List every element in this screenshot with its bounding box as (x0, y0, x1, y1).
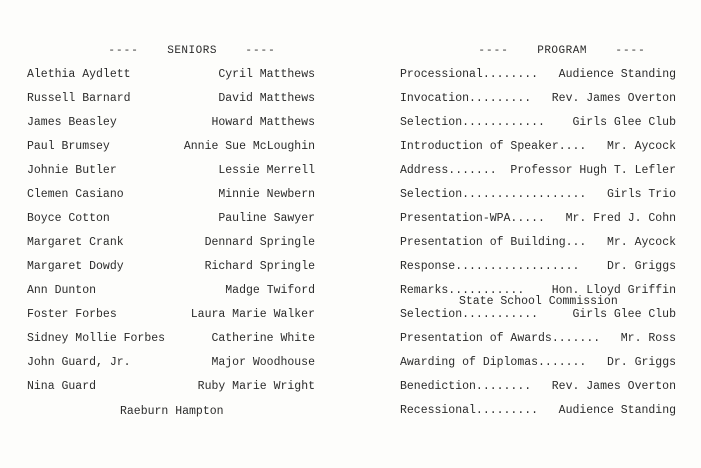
program-item (400, 332, 676, 356)
program-item-title: Selection............ (400, 116, 545, 129)
program-item-title: Remarks........... (400, 284, 525, 297)
program-item-title: Awarding of Diplomas....... (400, 356, 587, 369)
program-item-person: Rev. James Overton (551, 380, 676, 393)
seniors-list-right (160, 68, 315, 404)
program-item-person: Hon. Lloyd Griffin (551, 284, 676, 297)
senior-name: Foster Forbes (27, 308, 117, 321)
program-item (400, 212, 676, 236)
seniors-list-left (27, 68, 165, 404)
program-heading (450, 33, 646, 69)
program-item-title: Recessional......... (400, 404, 539, 417)
senior-name: Annie Sue McLoughin (183, 140, 315, 153)
program-item-title: Presentation of Awards....... (400, 332, 601, 345)
program-item (400, 188, 676, 212)
program-item-person: Dr. Griggs (606, 356, 676, 369)
senior-name: Alethia Aydlett (27, 68, 131, 81)
program-item-person: Dr. Griggs (606, 260, 676, 273)
senior-name: John Guard, Jr. (27, 356, 131, 369)
program-item-title: Processional........ (400, 68, 539, 81)
program-item-person: Mr. Fred J. Cohn (565, 212, 676, 225)
heading-dashes-left: ---- (478, 45, 509, 57)
senior-name: David Matthews (218, 92, 315, 105)
program-item-person: Mr. Aycock (606, 140, 676, 153)
program-item-title: Invocation......... (400, 92, 532, 105)
senior-name: Ruby Marie Wright (197, 380, 315, 393)
senior-name: Madge Twiford (225, 284, 315, 297)
senior-name: Nina Guard (27, 380, 97, 393)
program-item-person: Girls Glee Club (572, 308, 676, 321)
senior-name: Paul Brumsey (27, 140, 110, 153)
program-item (400, 404, 676, 428)
heading-dashes-right: ---- (615, 45, 646, 57)
senior-name: Cyril Matthews (218, 68, 315, 81)
senior-name: Catherine White (211, 332, 315, 345)
senior-name: Boyce Cotton (27, 212, 110, 225)
program-item (400, 140, 676, 164)
senior-name: James Beasley (27, 116, 117, 129)
program-item-person: Girls Trio (606, 188, 676, 201)
program-item-person: Audience Standing (558, 404, 676, 417)
senior-name: Minnie Newbern (218, 188, 315, 201)
senior-name: Russell Barnard (27, 92, 131, 105)
program-item (400, 92, 676, 116)
program-item-person: Audience Standing (558, 68, 676, 81)
senior-name: Sidney Mollie Forbes (27, 332, 166, 345)
program-item-title: Response.................. (400, 260, 580, 273)
program-item (400, 356, 676, 380)
heading-dashes-right: ---- (245, 45, 276, 57)
program-item (400, 116, 676, 140)
program-item-person: Mr. Ross (620, 332, 676, 345)
senior-name: Clemen Casiano (27, 188, 124, 201)
program-item-person: Professor Hugh T. Lefler (510, 164, 676, 177)
senior-name: Johnie Butler (27, 164, 117, 177)
senior-name: Ann Dunton (27, 284, 97, 297)
program-item-title: Benediction........ (400, 380, 532, 393)
seniors-heading (80, 33, 276, 69)
program-item-title: Presentation of Building... (400, 236, 587, 249)
program-item (400, 308, 676, 332)
program-item (400, 68, 676, 92)
senior-name: Margaret Dowdy (27, 260, 124, 273)
program-list (400, 68, 676, 428)
senior-name: Margaret Crank (27, 236, 124, 249)
program-heading-label: PROGRAM (537, 45, 587, 57)
program-item-person: Rev. James Overton (551, 92, 676, 105)
senior-name: Pauline Sawyer (218, 212, 315, 225)
program-item (400, 260, 676, 284)
senior-name-extra: Raeburn Hampton (120, 405, 224, 418)
program-item-title: Selection.................. (400, 188, 587, 201)
program-item-person: Mr. Aycock (606, 236, 676, 249)
senior-name: Richard Springle (204, 260, 315, 273)
program-item (400, 380, 676, 404)
senior-name: Major Woodhouse (211, 356, 315, 369)
program-item-title: Address....... (400, 164, 497, 177)
senior-name: Lessie Merrell (218, 164, 315, 177)
program-item-title: Selection........... (400, 308, 539, 321)
senior-name: Laura Marie Walker (190, 308, 315, 321)
senior-name: Dennard Springle (204, 236, 315, 249)
senior-name: Howard Matthews (211, 116, 315, 129)
program-item (400, 236, 676, 260)
seniors-heading-label: SENIORS (167, 45, 217, 57)
program-item-title: Presentation-WPA..... (400, 212, 545, 225)
program-item-title: Introduction of Speaker.... (400, 140, 587, 153)
program-item (400, 164, 676, 188)
heading-dashes-left: ---- (108, 45, 139, 57)
program-item-person: Girls Glee Club (572, 116, 676, 129)
program-remarks-subline: State School Commission (459, 295, 618, 308)
